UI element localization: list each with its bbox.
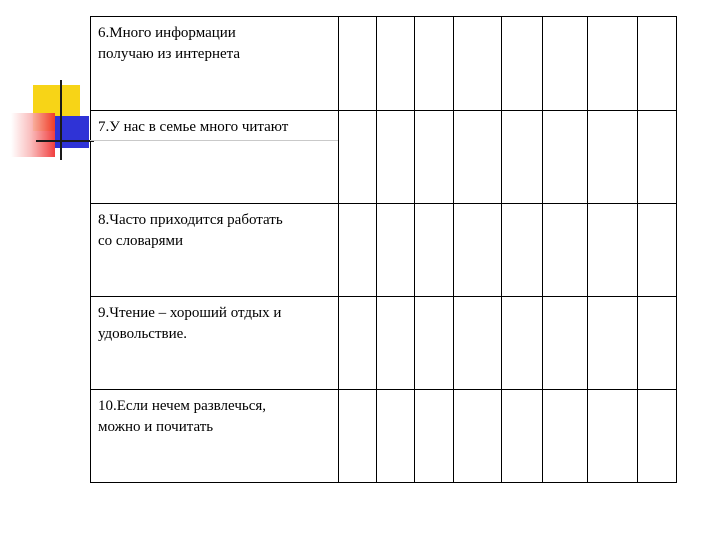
decorative-red-square [11,113,55,157]
answer-cell[interactable] [454,390,502,483]
answer-cell[interactable] [638,390,677,483]
answer-cell[interactable] [588,390,638,483]
decorative-gray-rule [90,140,338,141]
answer-cell[interactable] [502,390,543,483]
answer-cell[interactable] [339,111,377,204]
decorative-vertical-line [60,80,62,160]
answer-cell[interactable] [502,111,543,204]
answer-cell[interactable] [502,204,543,297]
table-row [91,390,677,483]
answer-cell[interactable] [543,17,588,111]
answer-cell[interactable] [543,390,588,483]
answer-cell[interactable] [543,111,588,204]
question-cell [91,204,339,297]
question-line: 6.Много информации [98,25,236,41]
question-line: получаю из интернета [98,46,241,62]
answer-cell[interactable] [377,111,415,204]
answer-cell[interactable] [543,204,588,297]
answer-cell[interactable] [454,204,502,297]
table-row [91,297,677,390]
answer-cell[interactable] [339,297,377,390]
answer-cell[interactable] [415,297,454,390]
question-cell [91,390,339,483]
question-line: со словарями [98,233,184,249]
answer-cell[interactable] [415,17,454,111]
answer-cell[interactable] [454,17,502,111]
answer-cell[interactable] [377,297,415,390]
question-line: 9.Чтение – хороший отдых и [98,305,282,321]
answer-cell[interactable] [339,204,377,297]
answer-cell[interactable] [339,390,377,483]
answer-cell[interactable] [415,204,454,297]
answer-cell[interactable] [638,297,677,390]
answer-cell[interactable] [454,297,502,390]
answer-cell[interactable] [638,17,677,111]
answer-cell[interactable] [502,297,543,390]
table-row [91,204,677,297]
answer-cell[interactable] [588,297,638,390]
answer-cell[interactable] [377,390,415,483]
answer-cell[interactable] [588,17,638,111]
question-line: 7.У нас в семье много читают [98,119,289,135]
answer-cell[interactable] [543,297,588,390]
answer-cell[interactable] [588,204,638,297]
answer-cell[interactable] [454,111,502,204]
table-row [91,111,677,204]
answer-cell[interactable] [502,17,543,111]
answer-cell[interactable] [339,17,377,111]
survey-table [90,16,677,483]
answer-cell[interactable] [415,111,454,204]
question-cell [91,17,339,111]
question-line: можно и почитать [98,419,214,435]
question-cell [91,111,339,204]
answer-cell[interactable] [415,390,454,483]
answer-cell[interactable] [377,17,415,111]
answer-cell[interactable] [638,204,677,297]
answer-cell[interactable] [377,204,415,297]
answer-cell[interactable] [638,111,677,204]
decorative-horizontal-line [36,140,94,142]
question-line: удовольствие. [98,326,188,342]
answer-cell[interactable] [588,111,638,204]
table-row [91,17,677,111]
question-line: 10.Если нечем развлечься, [98,398,267,414]
question-line: 8.Часто приходится работать [98,212,283,228]
question-cell [91,297,339,390]
